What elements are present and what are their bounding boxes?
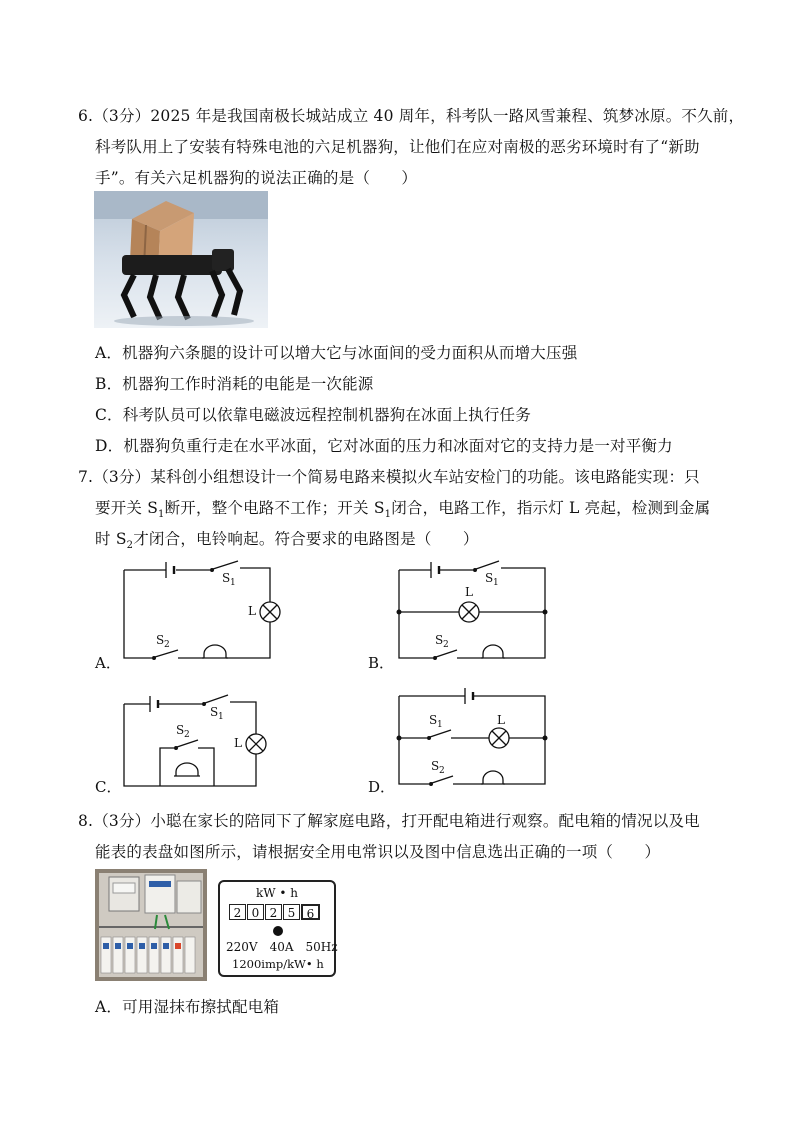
meter-digit-decimal: 6 xyxy=(301,904,320,920)
meter-digit: 2 xyxy=(229,904,246,920)
meter-digit: 5 xyxy=(283,904,300,920)
svg-text:S: S xyxy=(156,633,165,647)
meter-digit: 2 xyxy=(265,904,282,920)
svg-text:1: 1 xyxy=(437,720,443,730)
meter-digit: 0 xyxy=(247,904,264,920)
meter-digits xyxy=(229,904,321,920)
q6-stem-line3: 手”。有关六足机器狗的说法正确的是（ ） xyxy=(95,169,418,187)
q8-stem-line2: 能表的表盘如图所示，请根据安全用电常识以及图中信息选出正确的一项（ ） xyxy=(95,843,661,861)
distribution-box-photo xyxy=(95,869,207,981)
q6-option-a: A．机器狗六条腿的设计可以增大它与冰面间的受力面积从而增大压强 xyxy=(95,344,578,362)
svg-text:S: S xyxy=(485,571,494,585)
q6-option-d: D．机器狗负重行走在水平冰面，它对冰面的压力和冰面对它的支持力是一对平衡力 xyxy=(95,437,673,455)
svg-text:2: 2 xyxy=(164,640,170,650)
q6-stem-line2: 科考队用上了安装有特殊电池的六足机器狗，让他们在应对南极的恶劣环境时有了“新助 xyxy=(95,138,700,156)
q6-option-c: C．科考队员可以依靠电磁波远程控制机器狗在冰面上执行任务 xyxy=(95,406,531,424)
circuit-diagram-a xyxy=(118,558,288,668)
q7-option-d-letter: D． xyxy=(368,778,396,796)
q8-option-a: A．可用湿抹布擦拭配电箱 xyxy=(95,998,280,1016)
svg-text:S: S xyxy=(176,723,185,737)
svg-text:1: 1 xyxy=(218,712,224,722)
meter-indicator-dot xyxy=(273,926,283,936)
svg-text:L: L xyxy=(234,736,242,750)
svg-text:S: S xyxy=(435,633,444,647)
meter-spec: 220V 40A 50Hz xyxy=(226,940,338,954)
svg-text:S: S xyxy=(429,713,438,727)
circuit-diagram-c xyxy=(118,690,278,795)
svg-text:2: 2 xyxy=(443,640,449,650)
svg-text:L: L xyxy=(497,713,505,727)
svg-text:1: 1 xyxy=(230,578,236,588)
q7-stem-line3: 时 $S_2$才闭合，电铃响起。符合要求的电路图是（ ） xyxy=(95,530,479,552)
robot-dog-photo xyxy=(94,191,268,328)
q8-stem-line1: 8.（3分）小聪在家长的陪同下了解家庭电路，打开配电箱进行观察。配电箱的情况以及电 xyxy=(78,812,700,830)
svg-text:1: 1 xyxy=(493,578,499,588)
q7-option-a-letter: A． xyxy=(95,654,121,672)
svg-text:2: 2 xyxy=(439,766,445,776)
meter-unit: kW • h xyxy=(255,886,299,900)
circuit-diagram-d xyxy=(393,680,553,790)
q6-option-b: B．机器狗工作时消耗的电能是一次能源 xyxy=(95,375,374,393)
circuit-diagram-b xyxy=(393,558,553,668)
svg-text:S: S xyxy=(431,759,440,773)
svg-text:2: 2 xyxy=(184,730,190,740)
svg-text:L: L xyxy=(248,604,256,618)
q7-stem-line2: 要开关 $S_1$断开，整个电路不工作；开关 $S_1$闭合，电路工作，指示灯 L 亮起，检测到金属 xyxy=(95,499,711,521)
q6-stem-line1: 6.（3分）2025 年是我国南极长城站成立 40 周年，科考队一路风雪兼程、筑梦冰原。不久前， xyxy=(78,107,745,125)
q7-option-c-letter: C． xyxy=(95,778,122,796)
meter-imp: 1200imp/kW• h xyxy=(232,957,324,971)
svg-text:S: S xyxy=(210,705,219,719)
svg-text:L: L xyxy=(465,585,473,599)
energy-meter-face xyxy=(218,880,336,977)
q7-option-b-letter: B． xyxy=(368,654,395,672)
q7-stem-line1: 7.（3分）某科创小组想设计一个简易电路来模拟火车站安检门的功能。该电路能实现：只 xyxy=(78,468,700,486)
label-s1: S xyxy=(222,571,231,585)
